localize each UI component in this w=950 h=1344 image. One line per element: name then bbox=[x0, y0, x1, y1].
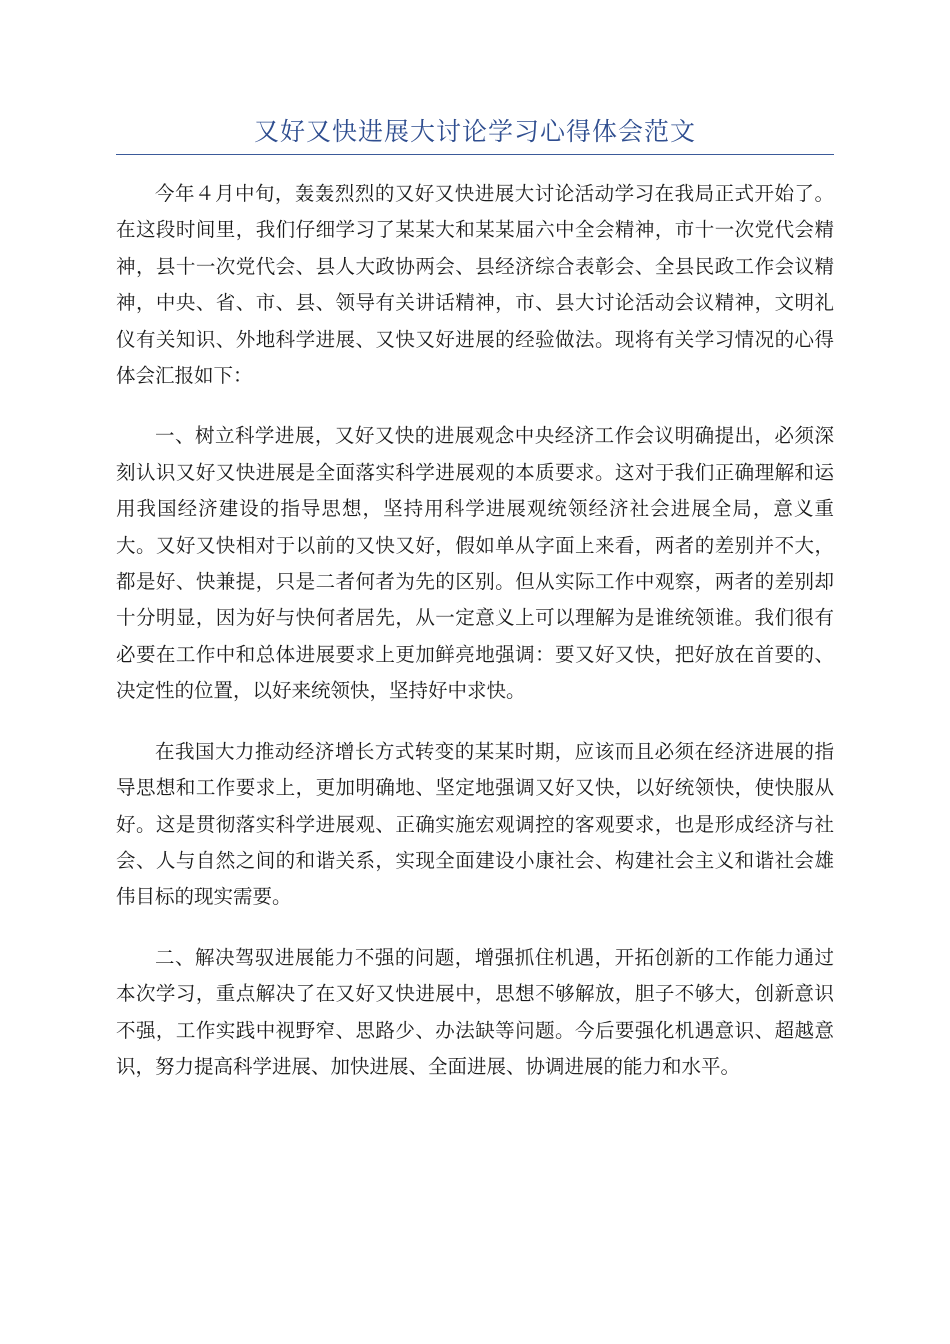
paragraph-section-one: 一、树立科学进展，又好又快的进展观念中央经济工作会议明确提出，必须深刻认识又好又快进展是全面落实科学进展观的本质要求。这对于我们正确理解和运用我国经济建设的指导思想，坚持用科学进展观统领经济社会进展全局，意义重大。又好又快相对于以前的又快又好，假如单从字面上来看，两者的差别并不大，都是好、快兼提，只是二者何者为先的区别。但从实际工作中观察，两者的差别却十分明显，因为好与快何者居先，从一定意义上可以理解为是谁统领谁。我们很有必要在工作中和总体进展要求上更加鲜亮地强调：要又好又快，把好放在首要的、决定性的位置，以好来统领快，坚持好中求快。 bbox=[116, 424, 834, 703]
title-underline bbox=[116, 154, 834, 155]
document-title: 又好又快进展大讨论学习心得体会范文 bbox=[253, 117, 696, 146]
paragraph-section-two: 二、解决驾驭进展能力不强的问题，增强抓住机遇，开拓创新的工作能力通过本次学习，重点解决了在又好又快进展中，思想不够解放，胆子不够大，创新意识不强，工作实践中视野窄、思路少、办法缺等问题。今后要强化机遇意识、超越意识，努力提高科学进展、加快进展、全面进展、协调进展的能力和水平。 bbox=[116, 945, 834, 1078]
paragraph-section-one-continued: 在我国大力推动经济增长方式转变的某某时期，应该而且必须在经济进展的指导思想和工作要求上，更加明确地、坚定地强调又好又快，以好统领快，使快服从好。这是贯彻落实科学进展观、正确实施宏观调控的客观要求，也是形成经济与社会、人与自然之间的和谐关系，实现全面建设小康社会、构建社会主义和谐社会雄伟目标的现实需要。 bbox=[116, 739, 834, 909]
document-body bbox=[116, 176, 834, 1109]
paragraph-intro: 今年４月中旬，轰轰烈烈的又好又快进展大讨论活动学习在我局正式开始了。在这段时间里，我们仔细学习了某某大和某某届六中全会精神，市十一次党代会精神，县十一次党代会、县人大政协两会、县经济综合表彰会、全县民政工作会议精神，中央、省、市、县、领导有关讲话精神，市、县大讨论活动会议精神，文明礼仪有关知识、外地科学进展、又快又好进展的经验做法。现将有关学习情况的心得体会汇报如下： bbox=[116, 182, 834, 388]
